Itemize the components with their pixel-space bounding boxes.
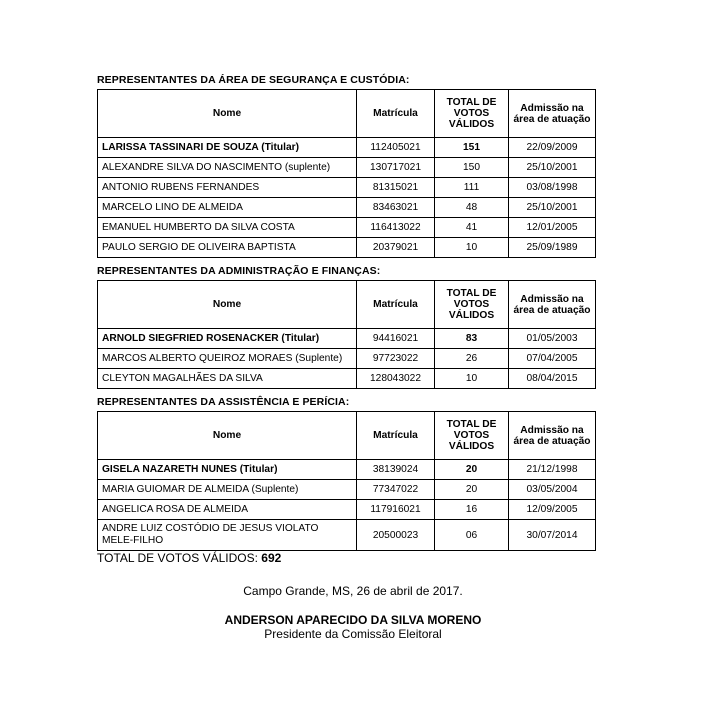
cell-votos: 16 (435, 500, 509, 520)
cell-nome: ANGELICA ROSA DE ALMEIDA (98, 500, 357, 520)
cell-matricula: 128043022 (357, 369, 435, 389)
table-header-row (98, 412, 596, 460)
cell-admissao: 25/09/1989 (509, 238, 596, 258)
cell-admissao: 01/05/2003 (509, 329, 596, 349)
total-votes-value: 692 (261, 551, 282, 565)
cell-admissao: 21/12/1998 (509, 460, 596, 480)
cell-nome: EMANUEL HUMBERTO DA SILVA COSTA (98, 218, 357, 238)
cell-votos: 48 (435, 198, 509, 218)
cell-matricula: 97723022 (357, 349, 435, 369)
table-administracao (97, 280, 596, 389)
cell-admissao: 03/08/1998 (509, 178, 596, 198)
header-admissao: Admissão na área de atuação (509, 281, 596, 329)
cell-votos: 41 (435, 218, 509, 238)
table-row (98, 329, 596, 349)
cell-admissao: 08/04/2015 (509, 369, 596, 389)
cell-votos: 06 (435, 520, 509, 551)
cell-admissao: 25/10/2001 (509, 198, 596, 218)
cell-matricula: 94416021 (357, 329, 435, 349)
table-row (98, 178, 596, 198)
cell-votos: 10 (435, 238, 509, 258)
cell-nome: ANTONIO RUBENS FERNANDES (98, 178, 357, 198)
header-matricula: Matrícula (357, 281, 435, 329)
table-header-row (98, 90, 596, 138)
header-matricula: Matrícula (357, 90, 435, 138)
signer-name: ANDERSON APARECIDO DA SILVA MORENO (224, 613, 482, 627)
table-header-row (98, 281, 596, 329)
cell-admissao: 12/09/2005 (509, 500, 596, 520)
cell-matricula: 83463021 (357, 198, 435, 218)
cell-nome: MARCELO LINO DE ALMEIDA (98, 198, 357, 218)
cell-nome: GISELA NAZARETH NUNES (Titular) (98, 460, 357, 480)
total-votes-line (97, 551, 281, 565)
section-title-administracao: REPRESENTANTES DA ADMINISTRAÇÃO E FINANÇAS: (97, 265, 381, 277)
header-nome: Nome (98, 90, 357, 138)
total-votes-label: TOTAL DE VOTOS VÁLIDOS: (97, 551, 258, 565)
cell-matricula: 117916021 (357, 500, 435, 520)
table-row (98, 500, 596, 520)
cell-matricula: 77347022 (357, 480, 435, 500)
cell-admissao: 03/05/2004 (509, 480, 596, 500)
table-row (98, 138, 596, 158)
cell-nome: PAULO SERGIO DE OLIVEIRA BAPTISTA (98, 238, 357, 258)
header-nome: Nome (98, 412, 357, 460)
cell-nome: LARISSA TASSINARI DE SOUZA (Titular) (98, 138, 357, 158)
table-row (98, 480, 596, 500)
cell-admissao: 22/09/2009 (509, 138, 596, 158)
cell-nome: CLEYTON MAGALHÃES DA SILVA (98, 369, 357, 389)
table-row (98, 198, 596, 218)
header-nome: Nome (98, 281, 357, 329)
cell-votos: 10 (435, 369, 509, 389)
header-admissao: Admissão na área de atuação (509, 412, 596, 460)
cell-matricula: 20379021 (357, 238, 435, 258)
cell-matricula: 112405021 (357, 138, 435, 158)
cell-nome: MARCOS ALBERTO QUEIROZ MORAES (Suplente) (98, 349, 357, 369)
cell-nome: MARIA GUIOMAR DE ALMEIDA (Suplente) (98, 480, 357, 500)
cell-votos: 151 (435, 138, 509, 158)
table-assistencia (97, 411, 596, 551)
signer-role: Presidente da Comissão Eleitoral (264, 627, 442, 641)
header-admissao: Admissão na área de atuação (509, 90, 596, 138)
cell-admissao: 07/04/2005 (509, 349, 596, 369)
cell-nome: ARNOLD SIEGFRIED ROSENACKER (Titular) (98, 329, 357, 349)
table-row (98, 460, 596, 480)
cell-votos: 20 (435, 480, 509, 500)
cell-admissao: 30/07/2014 (509, 520, 596, 551)
cell-matricula: 81315021 (357, 178, 435, 198)
table-row (98, 349, 596, 369)
cell-nome: ANDRE LUIZ COSTÓDIO DE JESUS VIOLATO MELE-FILHO (98, 520, 357, 551)
header-votos: TOTAL DE VOTOS VÁLIDOS (435, 281, 509, 329)
cell-admissao: 12/01/2005 (509, 218, 596, 238)
cell-matricula: 38139024 (357, 460, 435, 480)
cell-nome: ALEXANDRE SILVA DO NASCIMENTO (suplente) (98, 158, 357, 178)
section-title-assistencia: REPRESENTANTES DA ASSISTÊNCIA E PERÍCIA: (97, 396, 350, 408)
table-row (98, 158, 596, 178)
cell-votos: 20 (435, 460, 509, 480)
cell-matricula: 116413022 (357, 218, 435, 238)
table-row (98, 520, 596, 551)
cell-votos: 111 (435, 178, 509, 198)
table-row (98, 238, 596, 258)
table-row (98, 369, 596, 389)
cell-matricula: 20500023 (357, 520, 435, 551)
cell-admissao: 25/10/2001 (509, 158, 596, 178)
place-date: Campo Grande, MS, 26 de abril de 2017. (243, 584, 463, 598)
table-row (98, 218, 596, 238)
cell-votos: 83 (435, 329, 509, 349)
header-votos: TOTAL DE VOTOS VÁLIDOS (435, 90, 509, 138)
cell-matricula: 130717021 (357, 158, 435, 178)
section-title-seguranca: REPRESENTANTES DA ÁREA DE SEGURANÇA E CUSTÓDIA: (97, 74, 410, 86)
header-votos: TOTAL DE VOTOS VÁLIDOS (435, 412, 509, 460)
cell-votos: 26 (435, 349, 509, 369)
cell-votos: 150 (435, 158, 509, 178)
header-matricula: Matrícula (357, 412, 435, 460)
table-seguranca (97, 89, 596, 258)
